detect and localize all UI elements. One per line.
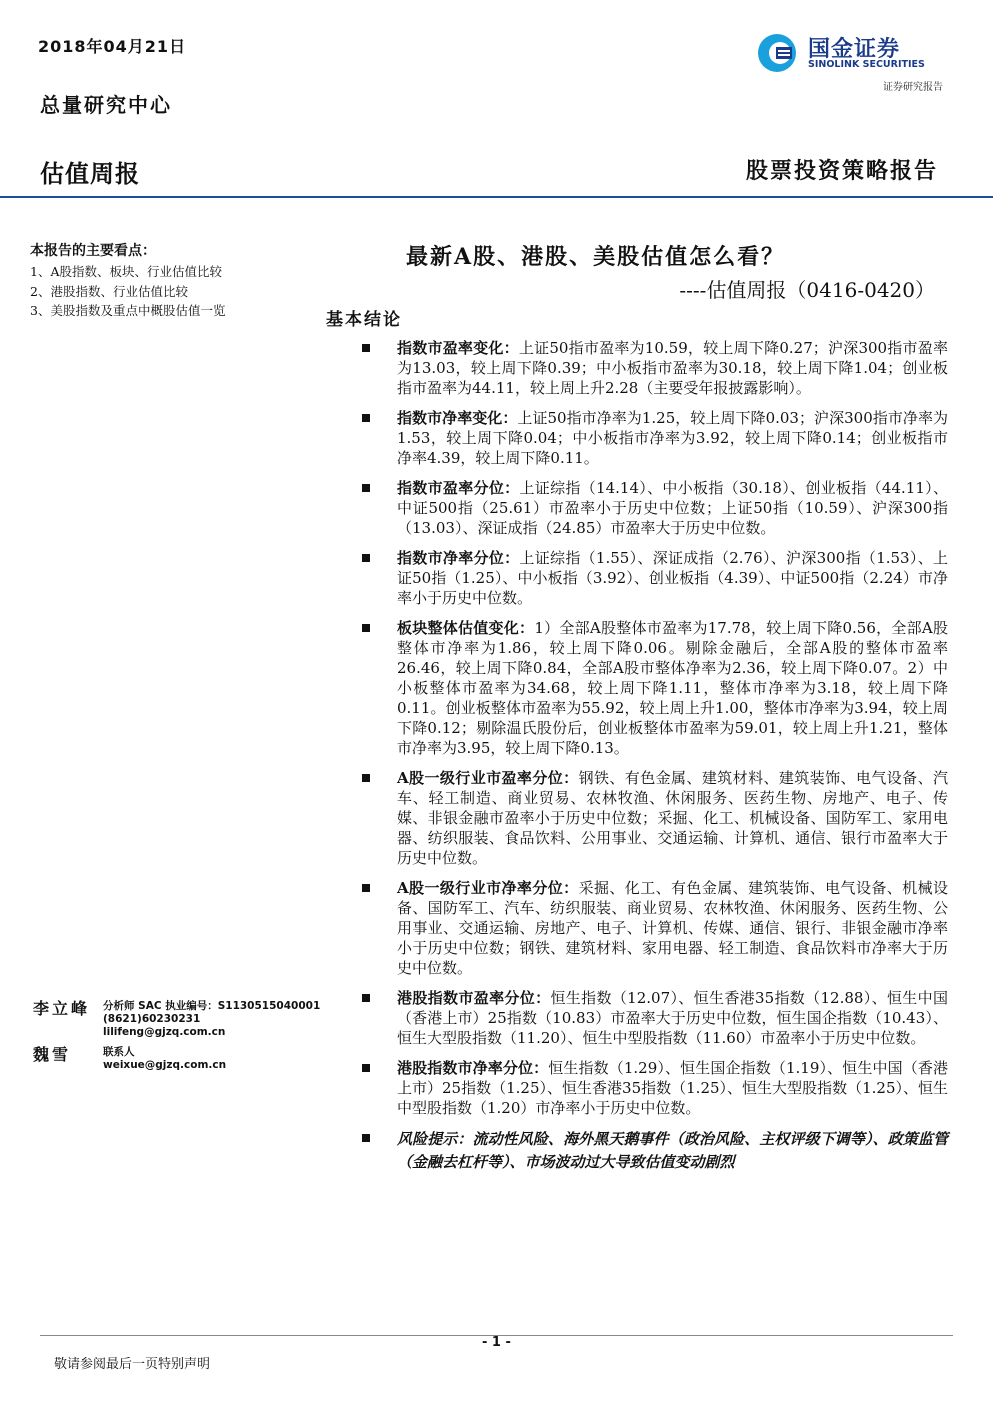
bullet-text: 流动性风险、海外黑天鹅事件（政治风险、主权评级下调等）、政策监管（金融去杠杆等）、市场波动过大导致估值变动剧烈 [397,1130,948,1171]
analyst-email: lilifeng@gjzq.com.cn [103,1026,226,1038]
report-type: 估值周报 [40,160,140,188]
bullet-label: 指数市盈率变化： [397,339,519,357]
list-item [360,988,948,1048]
bullet-label: 港股指数市盈率分位： [397,989,551,1007]
sidebar-list [30,262,225,321]
list-item: 2、港股指数、行业估值比较 [30,283,188,299]
list-item: 3、美股指数及重点中概股估值一览 [30,303,226,318]
logo-english-name: SINOLINK SECURITIES [808,59,925,70]
bullet-text: 恒生指数（1.29）、恒生国企指数（1.19）、恒生中国（香港上市）25指数（1.25）、恒生香港35指数（1.25）、恒生大型股指数（1.25）、恒生中型股指数（1.20）市净率小于历史中位数。 [397,1059,948,1117]
analyst-phone: (8621)60230231 [103,1013,201,1025]
bullet-label: A股一级行业市净率分位： [397,879,579,897]
analyst-license: 分析师 SAC 执业编号：S1130515040001 [103,1000,321,1012]
list-item [360,338,948,398]
sinolink-logo-icon [756,32,798,74]
bullet-text: 1）全部A股整体市盈率为17.78，较上周下降0.56，全部A股整体市净率为1.86，较上周下降0.06。剔除金融后，全部A股的整体市盈率26.46，较上周下降0.84，全部A股市整体净率为2.36，较上周下降0.07。2）中小板整体市盈率为34.68，较上周下降1.11，整体市净率为3.18，较上周下降0.11。创业板整体市盈率为55.92，较上周上升1.00，整体市净率为3.94，较上周下降0.12；剔除温氏股份后，创业板整体市盈率为59.01，较上周上升1.21，整体市净率为3.95，较上周下降0.13。 [397,619,948,757]
sub-title: ----估值周报（0416-0420） [679,278,935,302]
list-item [360,408,948,468]
main-title: 最新A股、港股、美股估值怎么看？ [406,244,786,270]
bullet-text: 钢铁、有色金属、建筑材料、建筑装饰、电气设备、汽车、轻工制造、商业贸易、农林牧渔、休闲服务、医药生物、房地产、电子、传媒、非银金融市盈率小于历史中位数；采掘、化工、机械设备、国防军工、家用电器、纺织服装、食品饮料、公用事业、交通运输、计算机、通信、银行市盈率大于历史中位数。 [397,769,948,867]
analyst-contact [103,1000,320,1039]
sidebar-title: 本报告的主要看点： [30,243,156,259]
list-item [360,478,948,538]
logo-chinese-name: 国金证券 [808,37,901,62]
contact-role: 联系人 [103,1046,135,1058]
page-number: - 1 - [482,1335,511,1350]
bullet-label: A股一级行业市盈率分位： [397,769,579,787]
report-kind: 股票投资策略报告 [745,158,938,184]
bullet-text: 采掘、化工、有色金属、建筑装饰、电气设备、机械设备、国防军工、汽车、纺织服装、商业贸易、农林牧渔、休闲服务、医药生物、公用事业、交通运输、房地产、电子、计算机、传媒、通信、银行、非银金融市净率小于历史中位数；钢铁、建筑材料、家用电器、轻工制造、食品饮料市净率大于历史中位数。 [397,879,948,977]
bullet-text: 上证综指（14.14）、中小板指（30.18）、创业板指（44.11）、中证500指（25.61）市盈率小于历史中位数；上证50指（10.59）、沪深300指（13.03）、深证成指（24.85）市盈率大于历史中位数。 [397,479,948,537]
header-divider [0,196,993,198]
department: 总量研究中心 [40,93,172,117]
analyst-contact [103,1046,226,1072]
list-item: 1、A股指数、板块、行业估值比较 [30,264,222,279]
company-logo [756,30,946,76]
list-item [360,768,948,868]
bullet-label: 板块整体估值变化： [397,619,535,637]
analyst-name: 李立峰 [33,999,91,1018]
list-item [360,548,948,608]
list-item [360,1058,948,1118]
disclaimer: 敬请参阅最后一页特别声明 [54,1357,211,1372]
list-item [360,878,948,978]
bullet-label: 港股指数市净率分位： [397,1059,549,1077]
analyst-email: weixue@gjzq.com.cn [103,1059,227,1071]
logo-subtitle: 证券研究报告 [883,82,943,93]
report-date: 2018年04月21日 [38,37,187,56]
bullet-text: 恒生指数（12.07）、恒生香港35指数（12.88）、恒生中国（香港上市）25指数（10.83）市盈率大于历史中位数，恒生国企指数（10.43）、恒生大型股指数（11.20）、恒生中型股指数（11.60）市盈率小于历史中位数。 [397,989,948,1047]
section-heading: 基本结论 [326,310,402,330]
analyst-name: 魏雪 [33,1045,72,1064]
conclusion-list [360,338,948,1184]
bullet-label: 风险提示： [397,1130,473,1148]
bullet-label: 指数市净率分位： [397,549,520,567]
bullet-text: 上证50指市净率为1.25，较上周下降0.03；沪深300指市净率为1.53，较上周下降0.04；中小板指市净率为3.92，较上周下降0.14；创业板指市净率4.39，较上周下降0.11。 [397,409,948,467]
bullet-label: 指数市盈率分位： [397,479,520,497]
bullet-text: 上证50指市盈率为10.59，较上周下降0.27；沪深300指市盈率为13.03，较上周下降0.39；中小板指市盈率为30.18，较上周下降1.04；创业板指市盈率为44.11，较上周上升2.28（主要受年报披露影响）。 [397,339,948,397]
list-item [360,618,948,758]
bullet-label: 指数市净率变化： [397,409,518,427]
bullet-text: 上证综指（1.55）、深证成指（2.76）、沪深300指（1.53）、上证50指（1.25）、中小板指（3.92）、创业板指（4.39）、中证500指（2.24）市净率小于历史中位数。 [397,549,948,607]
risk-warning [360,1128,948,1174]
